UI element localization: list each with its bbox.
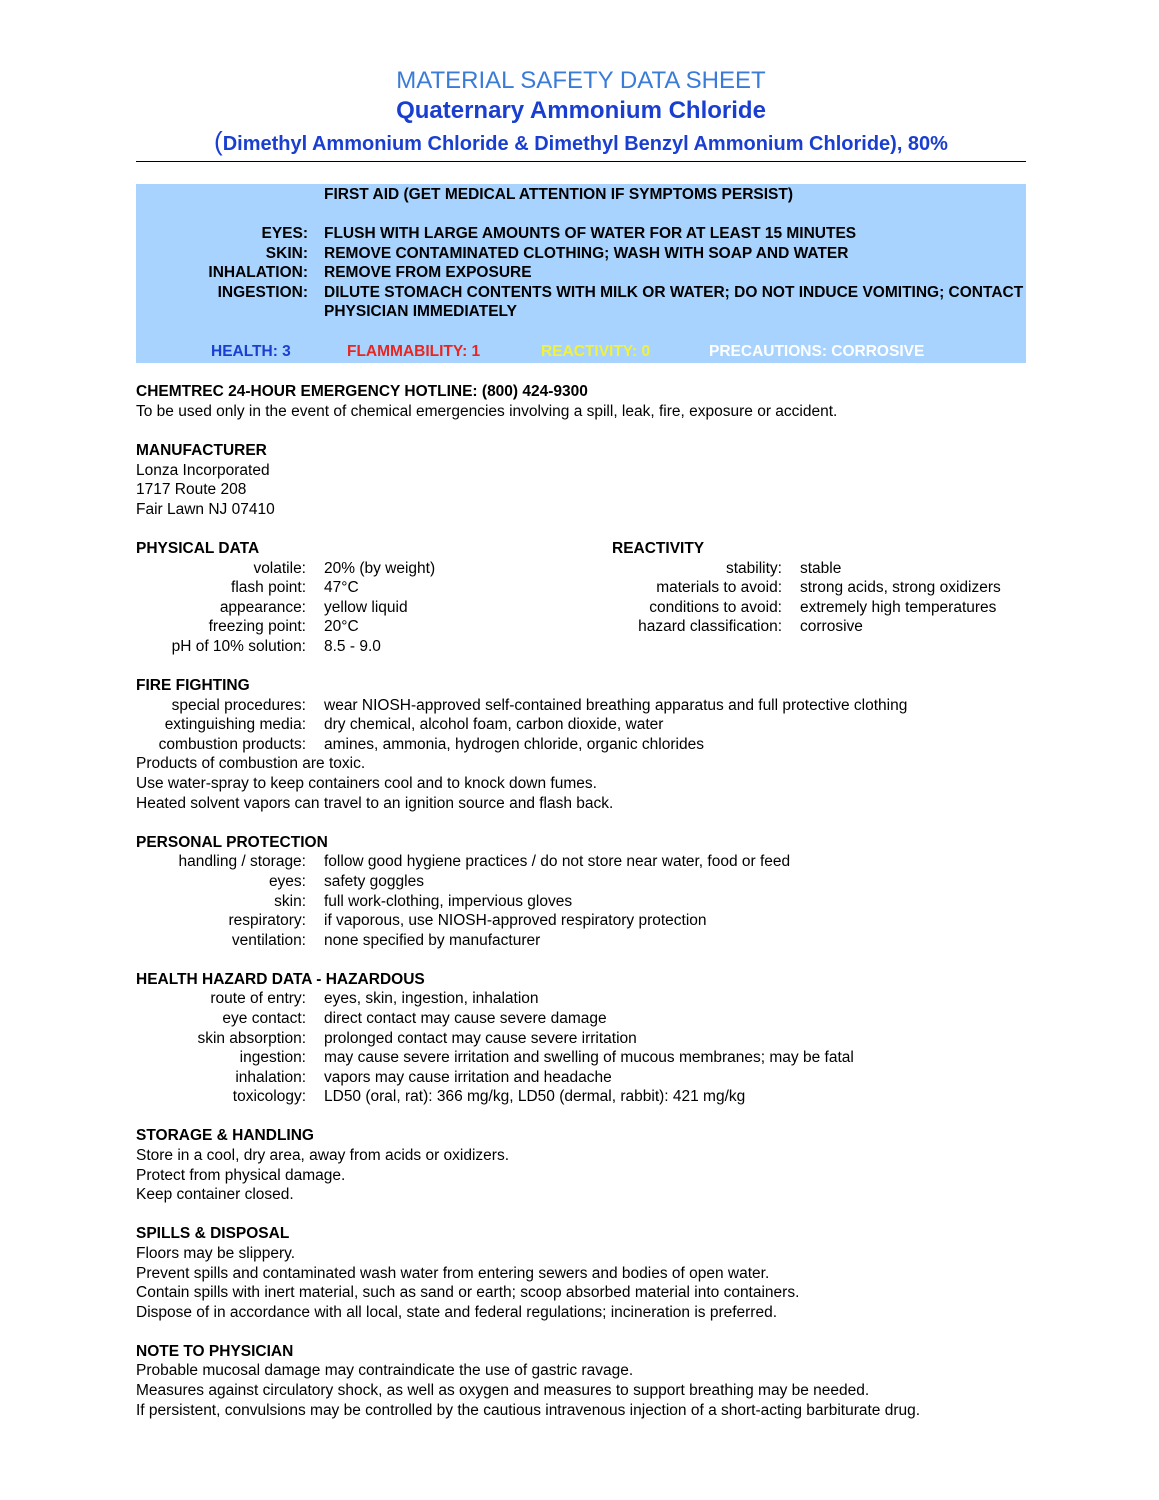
reactivity-section bbox=[612, 539, 1026, 657]
physician-line: Probable mucosal damage may contraindicate the use of gastric ravage. bbox=[136, 1362, 634, 1380]
first-aid-row bbox=[136, 263, 1026, 283]
manufacturer-heading: MANUFACTURER bbox=[136, 442, 267, 460]
data-value: direct contact may cause severe damage bbox=[324, 1010, 607, 1027]
first-aid-value: FLUSH WITH LARGE AMOUNTS OF WATER FOR AT LEAST 15 MINUTES bbox=[324, 225, 857, 242]
first-aid-heading: FIRST AID (GET MEDICAL ATTENTION IF SYMPTOMS PERSIST) bbox=[324, 186, 794, 203]
first-aid-value: REMOVE FROM EXPOSURE bbox=[324, 264, 532, 282]
manufacturer-section bbox=[136, 441, 1026, 519]
hazard-ratings bbox=[136, 342, 1026, 361]
data-row bbox=[612, 598, 1026, 618]
fire-fighting-heading: FIRE FIGHTING bbox=[136, 677, 250, 695]
data-key: ventilation: bbox=[231, 931, 306, 949]
health-rating: HEALTH: 3 bbox=[211, 342, 291, 360]
data-key: skin absorption: bbox=[197, 1029, 306, 1047]
data-row bbox=[136, 598, 612, 618]
data-key: pH of 10% solution: bbox=[171, 638, 306, 655]
first-aid-row bbox=[136, 283, 1026, 322]
data-value: LD50 (oral, rat): 366 mg/kg, LD50 (dermal, rabbit): 421 mg/kg bbox=[324, 1088, 746, 1106]
data-key: materials to avoid: bbox=[656, 579, 782, 597]
data-value: may cause severe irritation and swelling of mucous membranes; may be fatal bbox=[324, 1049, 854, 1067]
data-value: wear NIOSH-approved self-contained breathing apparatus and full protective clothing bbox=[324, 696, 908, 714]
title-open-paren: ( bbox=[214, 126, 223, 156]
data-key: extinguishing media: bbox=[164, 716, 306, 734]
chemtrec-text: To be used only in the event of chemical emergencies involving a spill, leak, fire, exposure or accident. bbox=[136, 403, 838, 421]
data-row bbox=[136, 637, 612, 657]
data-key: flash point: bbox=[231, 579, 306, 597]
spills-section bbox=[136, 1224, 1026, 1322]
data-row bbox=[136, 989, 1026, 1009]
first-aid-label: INHALATION: bbox=[208, 264, 308, 282]
data-key: respiratory: bbox=[228, 912, 306, 930]
data-value: 47°C bbox=[324, 579, 359, 597]
first-aid-label: SKIN: bbox=[265, 244, 308, 262]
data-key: combustion products: bbox=[158, 735, 306, 753]
manufacturer-line: 1717 Route 208 bbox=[136, 481, 247, 499]
first-aid-row bbox=[136, 244, 1026, 264]
data-row bbox=[136, 852, 1026, 872]
first-aid-value: REMOVE CONTAMINATED CLOTHING; WASH WITH SOAP AND WATER bbox=[324, 244, 849, 262]
data-key: stability: bbox=[726, 559, 782, 577]
spills-line: Floors may be slippery. bbox=[136, 1244, 296, 1262]
data-row bbox=[136, 715, 1026, 735]
data-key: route of entry: bbox=[210, 990, 306, 1008]
data-row bbox=[136, 696, 1026, 716]
data-value: prolonged contact may cause severe irritation bbox=[324, 1029, 637, 1047]
spills-line: Dispose of in accordance with all local, state and federal regulations; incineration is preferred. bbox=[136, 1303, 778, 1321]
spills-heading: SPILLS & DISPOSAL bbox=[136, 1225, 290, 1243]
first-aid-label: EYES: bbox=[261, 225, 308, 242]
data-value: corrosive bbox=[800, 618, 863, 636]
data-key: hazard classification: bbox=[638, 618, 782, 636]
first-aid-box bbox=[136, 184, 1026, 363]
first-aid-label: INGESTION: bbox=[217, 283, 308, 301]
data-key: freezing point: bbox=[208, 618, 306, 636]
title-line-3 bbox=[136, 126, 1026, 159]
data-value: strong acids, strong oxidizers bbox=[800, 579, 1001, 597]
data-row bbox=[136, 559, 612, 579]
data-key: conditions to avoid: bbox=[649, 598, 782, 616]
personal-protection-heading: PERSONAL PROTECTION bbox=[136, 833, 328, 851]
fire-fighting-line: Use water-spray to keep containers cool and to knock down fumes. bbox=[136, 775, 597, 793]
first-aid-row bbox=[136, 224, 1026, 244]
data-key: skin: bbox=[274, 892, 306, 910]
data-row bbox=[136, 617, 612, 637]
data-row bbox=[136, 1068, 1026, 1088]
data-key: appearance: bbox=[219, 598, 306, 616]
storage-heading: STORAGE & HANDLING bbox=[136, 1127, 314, 1145]
title-line-2: Quaternary Ammonium Chloride bbox=[396, 97, 766, 124]
spills-line: Prevent spills and contaminated wash water from entering sewers and bodies of open water. bbox=[136, 1264, 770, 1282]
data-value: follow good hygiene practices / do not store near water, food or feed bbox=[324, 853, 791, 871]
spills-line: Contain spills with inert material, such as sand or earth; scoop absorbed material into containers. bbox=[136, 1284, 800, 1302]
title-rule bbox=[136, 161, 1026, 162]
data-row bbox=[612, 617, 1026, 637]
physician-line: If persistent, convulsions may be controlled by the cautious intravenous injection of a short-acting barbiturate drug. bbox=[136, 1401, 921, 1419]
physician-heading: NOTE TO PHYSICIAN bbox=[136, 1342, 294, 1360]
data-key: eye contact: bbox=[222, 1010, 306, 1027]
data-value: vapors may cause irritation and headache bbox=[324, 1068, 612, 1086]
health-hazard-heading: HEALTH HAZARD DATA - HAZARDOUS bbox=[136, 970, 425, 988]
data-row bbox=[136, 931, 1026, 951]
data-value: none specified by manufacturer bbox=[324, 931, 541, 949]
data-key: special procedures: bbox=[171, 696, 306, 714]
data-row bbox=[612, 578, 1026, 598]
data-row bbox=[136, 911, 1026, 931]
data-row bbox=[136, 735, 1026, 755]
fire-fighting-line: Products of combustion are toxic. bbox=[136, 755, 366, 773]
data-row bbox=[612, 559, 1026, 579]
manufacturer-line: Lonza Incorporated bbox=[136, 461, 270, 479]
health-hazard-section bbox=[136, 970, 1026, 1107]
storage-line: Keep container closed. bbox=[136, 1186, 294, 1204]
fire-fighting-line: Heated solvent vapors can travel to an ignition source and flash back. bbox=[136, 794, 614, 812]
first-aid-value: DILUTE STOMACH CONTENTS WITH MILK OR WATER; DO NOT INDUCE VOMITING; CONTACT PHYSICIAN IMMEDIATELY bbox=[324, 283, 1024, 321]
data-key: toxicology: bbox=[232, 1088, 306, 1106]
data-key: ingestion: bbox=[239, 1049, 306, 1067]
data-value: eyes, skin, ingestion, inhalation bbox=[324, 990, 539, 1008]
data-row bbox=[136, 1009, 1026, 1029]
data-row bbox=[136, 1029, 1026, 1049]
title-line-3-text: Dimethyl Ammonium Chloride & Dimethyl Benzyl Ammonium Chloride), 80% bbox=[222, 133, 948, 155]
data-value: yellow liquid bbox=[324, 598, 408, 616]
data-value: amines, ammonia, hydrogen chloride, organic chlorides bbox=[324, 735, 704, 753]
data-key: eyes: bbox=[268, 872, 306, 890]
data-value: 20°C bbox=[324, 618, 359, 636]
storage-line: Protect from physical damage. bbox=[136, 1166, 346, 1184]
storage-line: Store in a cool, dry area, away from acids or oxidizers. bbox=[136, 1147, 510, 1165]
data-value: 8.5 - 9.0 bbox=[324, 638, 381, 655]
data-value: stable bbox=[800, 559, 842, 577]
data-key: inhalation: bbox=[235, 1068, 306, 1086]
physician-section bbox=[136, 1342, 1026, 1420]
reactivity-rating: REACTIVITY: 0 bbox=[541, 342, 651, 360]
manufacturer-line: Fair Lawn NJ 07410 bbox=[136, 500, 275, 518]
data-value: if vaporous, use NIOSH-approved respiratory protection bbox=[324, 912, 707, 930]
title-line-1: MATERIAL SAFETY DATA SHEET bbox=[396, 67, 766, 94]
personal-protection-section bbox=[136, 833, 1026, 951]
data-row bbox=[136, 1087, 1026, 1107]
data-value: extremely high temperatures bbox=[800, 598, 997, 616]
storage-section bbox=[136, 1126, 1026, 1204]
fire-fighting-section bbox=[136, 676, 1026, 813]
data-row bbox=[136, 1048, 1026, 1068]
precautions-rating: PRECAUTIONS: CORROSIVE bbox=[709, 342, 925, 360]
chemtrec-heading: CHEMTREC 24-HOUR EMERGENCY HOTLINE: (800) 424-9300 bbox=[136, 383, 588, 401]
physical-reactivity-columns bbox=[136, 539, 1026, 657]
reactivity-heading: REACTIVITY bbox=[612, 540, 705, 558]
flammability-rating: FLAMMABILITY: 1 bbox=[347, 342, 481, 360]
msds-page bbox=[136, 66, 1026, 1420]
data-row bbox=[136, 872, 1026, 892]
data-row bbox=[136, 892, 1026, 912]
data-value: 20% (by weight) bbox=[324, 559, 436, 577]
document-title bbox=[136, 66, 1026, 159]
physician-line: Measures against circulatory shock, as well as oxygen and measures to support breathing may be needed. bbox=[136, 1382, 870, 1399]
chemtrec-section bbox=[136, 382, 1026, 421]
data-key: handling / storage: bbox=[178, 853, 306, 871]
data-value: safety goggles bbox=[324, 872, 424, 890]
physical-data-section bbox=[136, 539, 612, 657]
data-value: dry chemical, alcohol foam, carbon dioxide, water bbox=[324, 716, 664, 734]
data-row bbox=[136, 578, 612, 598]
data-key: volatile: bbox=[253, 559, 306, 577]
data-value: full work-clothing, impervious gloves bbox=[324, 892, 573, 910]
physical-data-heading: PHYSICAL DATA bbox=[136, 540, 260, 558]
